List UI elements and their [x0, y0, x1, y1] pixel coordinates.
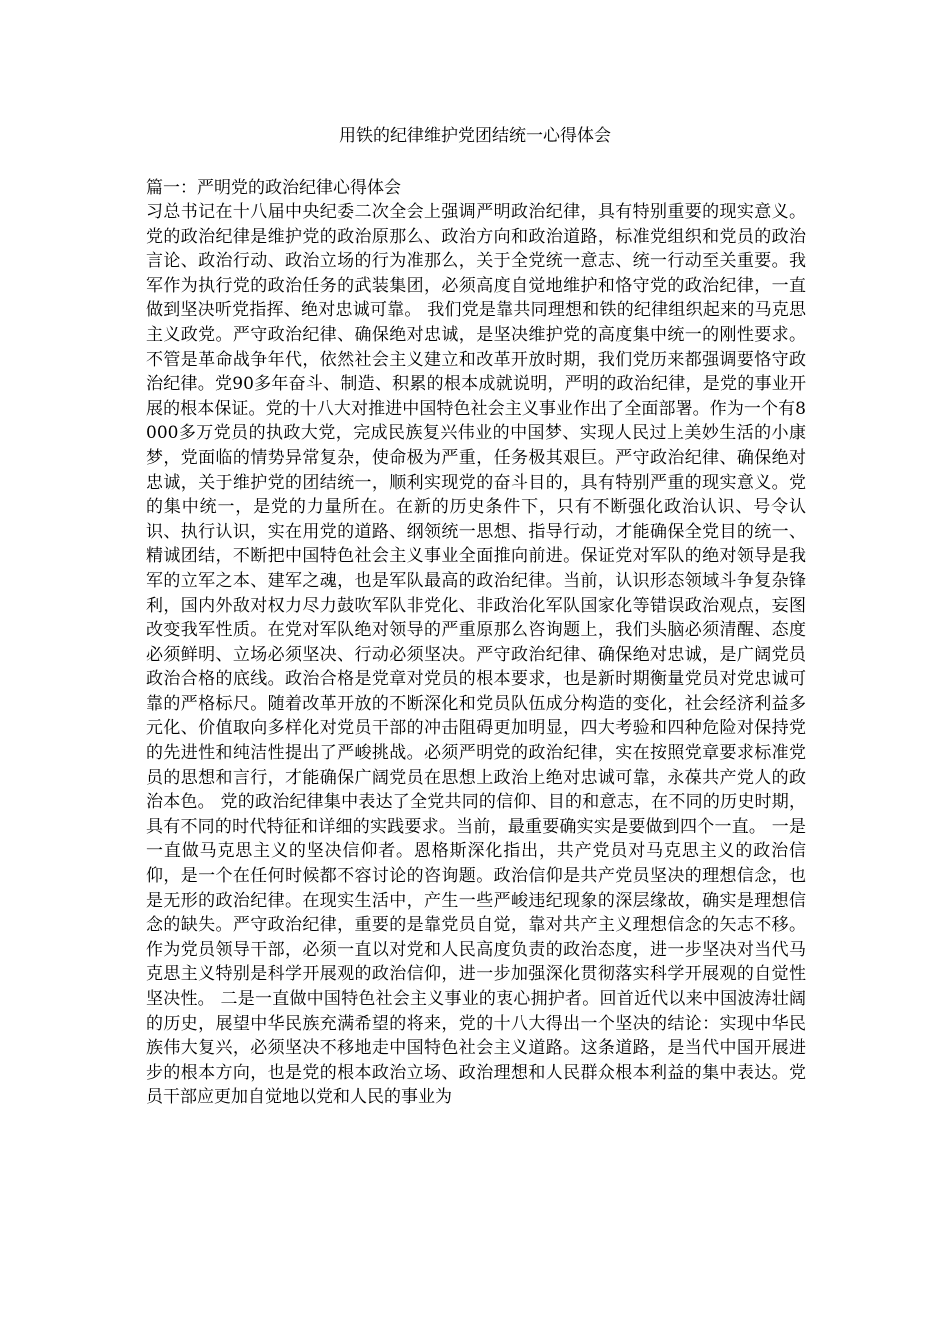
body-paragraph: 习总书记在十八届中央纪委二次全会上强调严明政治纪律，具有特别重要的现实意义。党的政治纪律是维护党的政治原那么、政治方向和政治道路，标准党组织和党员的政治言论、政治行动、政治立场的行为准那么，关于全党统一意志、统一行动至关重要。我军作为执行党的政治任务的武装集团，必须高度自觉地维护和恪守党的政治纪律，一直做到坚决听党指挥、绝对忠诚可靠。 我们党是靠共同理想和铁的纪律组织起来的马克思主义政党。严守政治纪律、确保绝对忠诚，是坚决维护党的高度集中统一的刚性要求。不管是革命战争年代，依然社会主义建立和改革开放时期，我们党历来都强调要恪守政治纪律。党90多年奋斗、制造、积累的根本成就说明，严明的政治纪律，是党的事业开展的根本保证。党的十八大对推进中国特色社会主义事业作出了全面部署。作为一个有8000多万党员的执政大党，完成民族复兴伟业的中国梦、实现人民过上美妙生活的小康梦，党面临的情势异常复杂，使命极为严重，任务极其艰巨。严守政治纪律、确保绝对忠诚，关于维护党的团结统一，顺利实现党的奋斗目的，具有特别严重的现实意义。党的集中统一，是党的力量所在。在新的历史条件下，只有不断强化政治认识、号令认识、执行认识，实在用党的道路、纲领统一思想、指导行动，才能确保全党目的统一、精诚团结，不断把中国特色社会主义事业全面推向前进。保证党对军队的绝对领导是我军的立军之本、建军之魂，也是军队最高的政治纪律。当前，认识形态领域斗争复杂锋利，国内外敌对权力尽力鼓吹军队非党化、非政治化军队国家化等错误政治观点，妄图改变我军性质。在党对军队绝对领导的严重原那么咨询题上，我们头脑必须清醒、态度必须鲜明、立场必须坚决、行动必须坚决。严守政治纪律、确保绝对忠诚，是广阔党员政治合格的底线。政治合格是党章对党员的根本要求，也是新时期衡量党员对党忠诚可靠的严格标尺。随着改革开放的不断深化和党员队伍成分构造的变化，社会经济利益多元化、价值取向多样化对党员干部的冲击阻碍更加明显，四大考验和四种危险对保持党的先进性和纯洁性提出了严峻挑战。必须严明党的政治纪律，实在按照党章要求标准党员的思想和言行，才能确保广阔党员在思想上政治上绝对忠诚可靠，永葆共产党人的政治本色。 党的政治纪律集中表达了全党共同的信仰、目的和意志，在不同的历史时期，具有不同的时代特征和详细的实践要求。当前，最重要确实实是要做到四个一直。 一是一直做马克思主义的坚决信仰者。恩格斯深化指出，共产党员对马克思主义的政治信仰，是一个在任何时候都不容讨论的咨询题。政治信仰是共产党员坚决的理想信念，也是无形的政治纪律。在现实生活中，产生一些严峻违纪现象的深层缘故，确实是理想信念的缺失。严守政治纪律，重要的是靠党员自觉，靠对共产主义理想信念的矢志不移。作为党员领导干部，必须一直以对党和人民高度负责的政治态度，进一步坚决对当代马克思主义特别是科学开展观的政治信仰，进一步加强深化贯彻落实科学开展观的自觉性坚决性。 二是一直做中国特色社会主义事业的衷心拥护者。回首近代以来中国波涛壮阔的历史，展望中华民族充满希望的将来，党的十八大得出一个坚决的结论：实现中华民族伟大复兴，必须坚决不移地走中国特色社会主义道路。这条道路，是当代中国开展进步的根本方向，也是党的根本政治立场、政治理想和人民群众根本利益的集中表达。党员干部应更加自觉地以党和人民的事业为	[146, 202, 806, 1108]
document-title: 用铁的纪律维护党团结统一心得体会	[339, 126, 611, 146]
section-heading: 篇一：严明党的政治纪律心得体会	[146, 178, 401, 198]
